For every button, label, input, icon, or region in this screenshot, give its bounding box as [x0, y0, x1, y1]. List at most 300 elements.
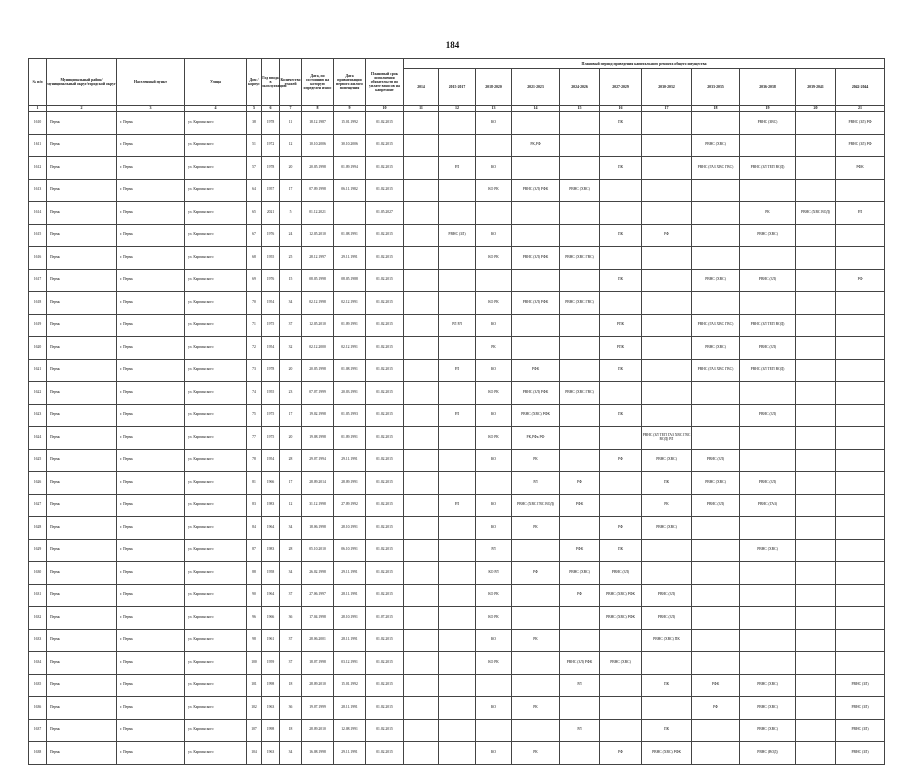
deadline-cell: 01.02.2015: [366, 494, 404, 517]
period-cell: [642, 359, 692, 382]
period-cell: [740, 562, 796, 585]
year-header: 2033-2035: [692, 69, 740, 106]
date-survey-cell: 18.12.1987: [302, 112, 334, 135]
period-cell: [476, 719, 512, 742]
period-cell: [512, 584, 560, 607]
period-cell: [560, 404, 600, 427]
period-cell: [796, 134, 836, 157]
period-cell: РФ: [836, 269, 885, 292]
period-cell: [560, 337, 600, 360]
district-cell: Пермь: [47, 247, 117, 270]
deadline-cell: 01.02.2015: [366, 562, 404, 585]
period-cell: РВНС (ЗЛ): [740, 269, 796, 292]
period-cell: РВНС (ЗЛ ТЕП ВОД): [740, 157, 796, 180]
period-cell: [692, 742, 740, 765]
row-number: 1611: [29, 134, 47, 157]
period-cell: [439, 202, 476, 225]
period-cell: РВНС (ХВС): [600, 652, 642, 675]
period-cell: [404, 269, 439, 292]
col-date-survey-header: Дата, по состоянию на которую определен износ: [302, 59, 334, 106]
house-cell: 96: [247, 607, 262, 630]
house-cell: 51: [247, 134, 262, 157]
period-cell: [740, 449, 796, 472]
period-cell: [404, 134, 439, 157]
period-cell: [836, 607, 885, 630]
period-cell: РК: [512, 629, 560, 652]
row-number: 1616: [29, 247, 47, 270]
period-cell: [404, 427, 439, 450]
col-year-header: Год ввода в эксплуатацию: [262, 59, 280, 106]
period-cell: [796, 449, 836, 472]
period-cell: [404, 337, 439, 360]
period-cell: РЛ: [439, 494, 476, 517]
house-cell: 81: [247, 472, 262, 495]
house-cell: 65: [247, 202, 262, 225]
table-row: [29, 472, 885, 495]
period-cell: [600, 472, 642, 495]
year-built-cell: 1978: [262, 157, 280, 180]
date-privat-cell: [334, 202, 366, 225]
table-row: [29, 584, 885, 607]
settlement-cell: г. Пермь: [117, 134, 185, 157]
period-cell: [796, 742, 836, 765]
row-number: 1628: [29, 517, 47, 540]
period-cell: РВНС (ЗЛ): [836, 742, 885, 765]
year-header: 2039-2041: [796, 69, 836, 106]
period-cell: [476, 202, 512, 225]
period-cell: РВНС (ЗЛ) РФК: [512, 179, 560, 202]
year-built-cell: 1954: [262, 292, 280, 315]
period-cell: [642, 179, 692, 202]
period-cell: [404, 539, 439, 562]
table-row: [29, 134, 885, 157]
period-cell: РВНС (ХВС): [740, 697, 796, 720]
period-cell: КО РК: [476, 427, 512, 450]
period-cell: [796, 427, 836, 450]
year-built-cell: 1975: [262, 404, 280, 427]
period-cell: [740, 292, 796, 315]
settlement-cell: г. Пермь: [117, 202, 185, 225]
period-cell: [836, 179, 885, 202]
column-number: 19: [740, 106, 796, 112]
year-built-cell: 1966: [262, 472, 280, 495]
period-cell: [560, 449, 600, 472]
period-cell: [439, 539, 476, 562]
period-cell: РВНС (ЗЛ ТЕП ВОД): [740, 314, 796, 337]
street-cell: ул. Карпинского: [185, 359, 247, 382]
house-cell: 83: [247, 494, 262, 517]
district-cell: Пермь: [47, 292, 117, 315]
period-cell: РВНС (ЗЛ ТЕП ВОД): [740, 359, 796, 382]
period-cell: [439, 719, 476, 742]
date-survey-cell: 28.09.2010: [302, 719, 334, 742]
street-cell: ул. Карпинского: [185, 674, 247, 697]
year-built-cell: 1998: [262, 674, 280, 697]
period-cell: [692, 202, 740, 225]
deadline-cell: 01.02.2015: [366, 449, 404, 472]
period-cell: РВНС (ХВС ГВС): [560, 247, 600, 270]
house-cell: 38: [247, 112, 262, 135]
table-row: [29, 562, 885, 585]
period-cell: [836, 562, 885, 585]
period-cell: РЛ: [439, 359, 476, 382]
floors-cell: 37: [280, 584, 302, 607]
period-cell: РФ: [560, 584, 600, 607]
col-deadline-header: Плановый срок исполнения обязательств по уплате взносов на капремонт: [366, 59, 404, 106]
period-cell: РВНС (ЗЛ) РФК: [560, 652, 600, 675]
period-cell: РК: [476, 337, 512, 360]
deadline-cell: 01.02.2015: [366, 247, 404, 270]
period-cell: [836, 517, 885, 540]
floors-cell: 15: [280, 269, 302, 292]
street-cell: ул. Карпинского: [185, 607, 247, 630]
period-cell: [796, 404, 836, 427]
settlement-cell: г. Пермь: [117, 157, 185, 180]
row-number: 1618: [29, 292, 47, 315]
date-survey-cell: 01.12.2021: [302, 202, 334, 225]
house-cell: 84: [247, 517, 262, 540]
settlement-cell: г. Пермь: [117, 337, 185, 360]
settlement-cell: г. Пермь: [117, 742, 185, 765]
column-number: 3: [117, 106, 185, 112]
period-cell: [560, 224, 600, 247]
row-number: 1633: [29, 629, 47, 652]
district-cell: Пермь: [47, 494, 117, 517]
period-cell: [560, 314, 600, 337]
period-cell: [692, 652, 740, 675]
period-cell: [796, 674, 836, 697]
period-cell: [512, 674, 560, 697]
district-cell: Пермь: [47, 179, 117, 202]
period-cell: [560, 607, 600, 630]
date-survey-cell: 17.04.1998: [302, 607, 334, 630]
period-cell: [836, 404, 885, 427]
year-built-cell: 1976: [262, 224, 280, 247]
district-cell: Пермь: [47, 337, 117, 360]
period-cell: [439, 427, 476, 450]
table-row: [29, 382, 885, 405]
street-cell: ул. Карпинского: [185, 292, 247, 315]
year-built-cell: 1975: [262, 314, 280, 337]
row-number: 1626: [29, 472, 47, 495]
period-cell: РВНС (ХВС): [692, 134, 740, 157]
period-cell: КО: [476, 697, 512, 720]
period-cell: [796, 697, 836, 720]
settlement-cell: г. Пермь: [117, 112, 185, 135]
period-cell: РВНС (ЗЛ) РФ: [836, 112, 885, 135]
table-row: [29, 517, 885, 540]
deadline-cell: 01.02.2015: [366, 427, 404, 450]
period-cell: [836, 494, 885, 517]
floors-cell: 37: [280, 314, 302, 337]
period-cell: РВНС (ЗЛ): [692, 494, 740, 517]
period-cell: [404, 742, 439, 765]
period-cell: [692, 382, 740, 405]
floors-cell: 18: [280, 674, 302, 697]
period-cell: [404, 382, 439, 405]
table-row: [29, 269, 885, 292]
col-floors-header: Количество этажей: [280, 59, 302, 106]
year-header: 2042-2044: [836, 69, 885, 106]
year-built-cell: 1978: [262, 112, 280, 135]
year-built-cell: 1998: [262, 719, 280, 742]
period-cell: [836, 247, 885, 270]
deadline-cell: 01.07.2015: [366, 607, 404, 630]
period-cell: РК,РФк РФ: [512, 427, 560, 450]
floors-cell: 17: [280, 179, 302, 202]
period-cell: РВНС (ЗЛ): [642, 584, 692, 607]
house-cell: 100: [247, 652, 262, 675]
period-cell: ПК: [600, 224, 642, 247]
table-row: [29, 202, 885, 225]
period-cell: [600, 292, 642, 315]
period-cell: [692, 584, 740, 607]
street-cell: ул. Карпинского: [185, 134, 247, 157]
period-cell: [796, 269, 836, 292]
column-number: 9: [334, 106, 366, 112]
date-privat-cell: 08.05.1988: [334, 269, 366, 292]
street-cell: ул. Карпинского: [185, 314, 247, 337]
period-cell: РВНС (ХВС): [740, 224, 796, 247]
floors-cell: 25: [280, 247, 302, 270]
period-cell: [404, 449, 439, 472]
row-number: 1622: [29, 382, 47, 405]
period-cell: [439, 292, 476, 315]
floors-cell: 11: [280, 112, 302, 135]
settlement-cell: г. Пермь: [117, 314, 185, 337]
year-built-cell: 1955: [262, 247, 280, 270]
period-cell: РВНС (ГАЗ): [740, 494, 796, 517]
period-cell: РВНС (ХВС): [692, 472, 740, 495]
row-number: 1631: [29, 584, 47, 607]
period-group-header: Плановый период проведения капитального ремонта общего имущества: [404, 59, 885, 69]
period-cell: [740, 247, 796, 270]
period-cell: РК: [512, 697, 560, 720]
floors-cell: 5: [280, 202, 302, 225]
street-cell: ул. Карпинского: [185, 202, 247, 225]
period-cell: [642, 269, 692, 292]
settlement-cell: г. Пермь: [117, 247, 185, 270]
period-cell: ПК: [600, 359, 642, 382]
deadline-cell: 01.02.2015: [366, 584, 404, 607]
row-number: 1638: [29, 742, 47, 765]
period-cell: [600, 134, 642, 157]
period-cell: [560, 742, 600, 765]
date-survey-cell: 12.05.2010: [302, 224, 334, 247]
district-cell: Пермь: [47, 449, 117, 472]
period-cell: [560, 629, 600, 652]
deadline-cell: 01.02.2015: [366, 674, 404, 697]
date-privat-cell: 29.11.1991: [334, 449, 366, 472]
table-row: [29, 337, 885, 360]
period-cell: [600, 719, 642, 742]
column-number: 5: [247, 106, 262, 112]
deadline-cell: 01.02.2015: [366, 517, 404, 540]
table-row: [29, 314, 885, 337]
period-cell: [796, 359, 836, 382]
district-cell: Пермь: [47, 359, 117, 382]
period-cell: [512, 607, 560, 630]
period-cell: РВНС (ХВС): [560, 562, 600, 585]
column-number: 10: [366, 106, 404, 112]
period-cell: [796, 652, 836, 675]
house-cell: 104: [247, 742, 262, 765]
row-number: 1613: [29, 179, 47, 202]
year-built-cell: 1958: [262, 562, 280, 585]
period-cell: [796, 629, 836, 652]
period-cell: [692, 292, 740, 315]
period-cell: [836, 584, 885, 607]
year-header: 2024-2026: [560, 69, 600, 106]
period-cell: РВНС (ЗЛ): [740, 404, 796, 427]
period-cell: [836, 292, 885, 315]
period-cell: [512, 337, 560, 360]
period-cell: [560, 359, 600, 382]
period-cell: [404, 314, 439, 337]
settlement-cell: г. Пермь: [117, 427, 185, 450]
period-cell: РФ: [692, 697, 740, 720]
period-cell: ПК: [600, 157, 642, 180]
period-cell: [476, 269, 512, 292]
period-cell: [796, 314, 836, 337]
column-number: 12: [439, 106, 476, 112]
period-cell: [512, 202, 560, 225]
year-built-cell: 1966: [262, 607, 280, 630]
period-cell: [642, 157, 692, 180]
period-cell: [836, 472, 885, 495]
column-number: 16: [600, 106, 642, 112]
column-number: 4: [185, 106, 247, 112]
period-cell: [439, 247, 476, 270]
period-cell: КО РК: [476, 179, 512, 202]
floors-cell: 12: [280, 494, 302, 517]
street-cell: ул. Карпинского: [185, 449, 247, 472]
date-survey-cell: 19.07.1999: [302, 697, 334, 720]
period-cell: РВНС (ХВС) РФК: [600, 584, 642, 607]
period-cell: РЛ: [836, 202, 885, 225]
house-cell: 98: [247, 629, 262, 652]
period-cell: РФК: [560, 539, 600, 562]
floors-cell: 24: [280, 224, 302, 247]
period-cell: [642, 562, 692, 585]
period-cell: ПК: [642, 719, 692, 742]
settlement-cell: г. Пермь: [117, 224, 185, 247]
table-row: [29, 674, 885, 697]
house-cell: 71: [247, 314, 262, 337]
col-district-header: Муниципальный район/ муниципальный округ/городской округ: [47, 59, 117, 106]
period-cell: РВНС (ЗЛ) РФК: [512, 247, 560, 270]
period-cell: [692, 517, 740, 540]
date-survey-cell: 27.06.1997: [302, 584, 334, 607]
period-cell: [836, 382, 885, 405]
house-cell: 88: [247, 562, 262, 585]
period-cell: [642, 382, 692, 405]
street-cell: ул. Карпинского: [185, 224, 247, 247]
street-cell: ул. Карпинского: [185, 697, 247, 720]
year-built-cell: 2021: [262, 202, 280, 225]
row-number: 1629: [29, 539, 47, 562]
period-cell: [404, 517, 439, 540]
district-cell: Пермь: [47, 607, 117, 630]
period-cell: [439, 269, 476, 292]
period-cell: РВНС (ХВС) РФК: [642, 742, 692, 765]
period-cell: [796, 562, 836, 585]
period-cell: РВНС (ЗЛ) РФК: [512, 292, 560, 315]
year-built-cell: 1961: [262, 629, 280, 652]
period-cell: РФ: [642, 224, 692, 247]
date-privat-cell: 01.05.1993: [334, 404, 366, 427]
settlement-cell: г. Пермь: [117, 517, 185, 540]
floors-cell: 17: [280, 404, 302, 427]
floors-cell: 34: [280, 292, 302, 315]
period-cell: [642, 247, 692, 270]
date-survey-cell: 07.07.1999: [302, 382, 334, 405]
period-cell: [476, 134, 512, 157]
period-cell: РФ: [600, 742, 642, 765]
period-cell: КО: [476, 517, 512, 540]
street-cell: ул. Карпинского: [185, 382, 247, 405]
settlement-cell: г. Пермь: [117, 449, 185, 472]
district-cell: Пермь: [47, 584, 117, 607]
period-cell: [836, 449, 885, 472]
year-built-cell: 1972: [262, 134, 280, 157]
district-cell: Пермь: [47, 202, 117, 225]
year-header: 2030-2032: [642, 69, 692, 106]
settlement-cell: г. Пермь: [117, 697, 185, 720]
floors-cell: 34: [280, 562, 302, 585]
period-cell: [836, 337, 885, 360]
period-cell: [796, 607, 836, 630]
period-cell: [512, 539, 560, 562]
date-privat-cell: 29.11.1991: [334, 742, 366, 765]
floors-cell: 20: [280, 359, 302, 382]
period-cell: КО: [476, 629, 512, 652]
period-cell: [740, 607, 796, 630]
house-cell: 75: [247, 404, 262, 427]
period-cell: РВНС (ХВС) РФК: [512, 404, 560, 427]
settlement-cell: г. Пермь: [117, 472, 185, 495]
deadline-cell: 01.02.2015: [366, 539, 404, 562]
district-cell: Пермь: [47, 427, 117, 450]
period-cell: [836, 359, 885, 382]
table-row: [29, 224, 885, 247]
district-cell: Пермь: [47, 269, 117, 292]
settlement-cell: г. Пермь: [117, 652, 185, 675]
period-cell: РВНС (ХВС ГВС ВОД): [512, 494, 560, 517]
col-house-header: Дом / корпус: [247, 59, 262, 106]
year-built-cell: 1963: [262, 742, 280, 765]
period-cell: [692, 404, 740, 427]
table-row: [29, 449, 885, 472]
period-cell: [404, 562, 439, 585]
row-number: 1621: [29, 359, 47, 382]
period-cell: [796, 719, 836, 742]
deadline-cell: 01.05.2027: [366, 202, 404, 225]
period-cell: РВНС (ЗЛ): [740, 472, 796, 495]
period-cell: РВНС (ХВС ВОД): [796, 202, 836, 225]
period-cell: [512, 652, 560, 675]
period-cell: РВНС (ЗЛ) РФ: [836, 134, 885, 157]
period-cell: [600, 382, 642, 405]
date-survey-cell: 18.06.1998: [302, 517, 334, 540]
period-cell: [692, 112, 740, 135]
column-number: 17: [642, 106, 692, 112]
date-survey-cell: 28.06.2001: [302, 629, 334, 652]
date-privat-cell: 15.01.1992: [334, 112, 366, 135]
date-survey-cell: 02.12.2000: [302, 337, 334, 360]
district-cell: Пермь: [47, 112, 117, 135]
date-privat-cell: 01.09.1991: [334, 427, 366, 450]
